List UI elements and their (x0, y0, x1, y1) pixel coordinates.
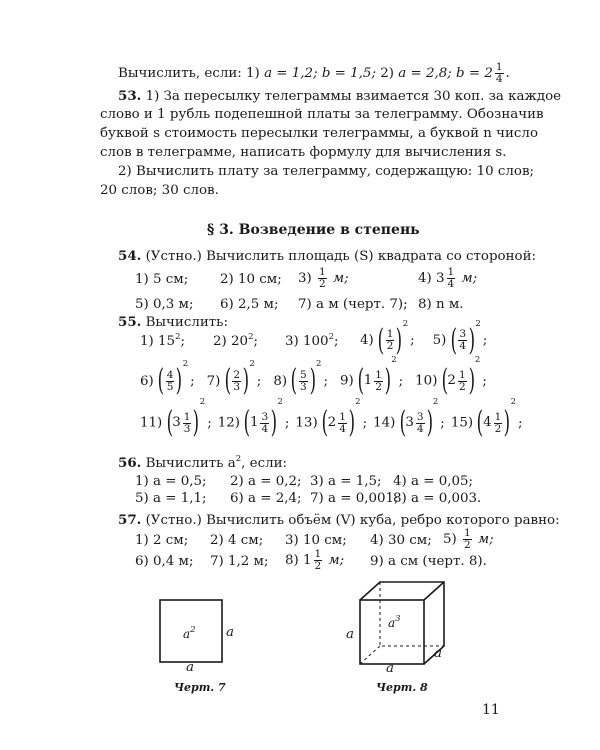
cube-front-face (360, 600, 424, 664)
p56-number: 56. (118, 455, 142, 471)
p56-r2-2: 6) a = 2,4; (230, 491, 302, 506)
p53-line-3: буквой s стоимость пересылки телеграммы, а буквой n число (100, 126, 539, 141)
p55-row-3 (140, 397, 529, 443)
p54-r1-2: 2) 10 см; (220, 272, 282, 287)
p54-r2-1: 5) 0,3 м; (135, 297, 194, 312)
p56-r1-4: 4) a = 0,05; (393, 474, 474, 489)
fig8-right-label: a (434, 646, 442, 661)
fig7-bottom-label: a (186, 660, 194, 675)
p56-r1-2: 2) a = 0,2; (230, 474, 302, 489)
p54-line: 54. (Устно.) Вычислить площадь (S) квадрата со стороной: (118, 248, 537, 264)
p53-line-6: 20 слов; 30 слов. (100, 183, 219, 198)
p57-r1-3: 3) 10 см; (285, 533, 347, 548)
p57-r1-1: 1) 2 см; (135, 533, 189, 548)
p55-item: 11) ( 3 $\frac{1}{3}$ ) 2 ; (140, 397, 212, 440)
p54-number: 54. (118, 248, 142, 264)
p55-number: 55. (118, 314, 142, 330)
p55-item: 4) ( $\frac{1}{2}$ ) 2 ; (360, 318, 415, 358)
p54-r1-4: 4) 3 $\frac{1}{4}$ м; (418, 266, 478, 290)
p55-item: 7) ( $\frac{2}{3}$ ) 2 ; (206, 359, 262, 398)
intro-line: Вычислить, если: 1) a = 1,2; b = 1,5; 2) a = 2,8; b = 2 $\frac{1}{4}$ . (118, 61, 510, 85)
p57-number: 57. (118, 512, 142, 528)
p54-r1-3: 3) $\frac{1}{2}$ м; (298, 266, 349, 290)
p56-r1-1: 1) a = 0,5; (135, 474, 207, 489)
p57-r1-4: 4) 30 см; (370, 533, 432, 548)
fig8-caption: Черт. 8 (376, 681, 428, 694)
p55-item-3: 3) $100^2$; (285, 331, 339, 349)
p53-line-1: 53. 1) За пересылку телеграммы взимается 30 коп. за каждое (118, 88, 562, 104)
fig8-left-label: a (346, 627, 354, 642)
p53-line-5: 2) Вычислить плату за телеграмму, содержащую: 10 слов; (118, 164, 534, 179)
figure-8-cube (350, 578, 460, 678)
section-title: § 3. Возведение в степень (207, 222, 420, 238)
p55-line: 55. Вычислить: (118, 314, 228, 330)
p53-number: 53. (118, 88, 142, 104)
p56-r2-1: 5) a = 1,1; (135, 491, 207, 506)
fig8-volume-label: $a^3$ (388, 614, 401, 630)
p55-item: 15) ( 4 $\frac{1}{2}$ ) 2 ; (450, 397, 523, 440)
p54-r1-1: 1) 5 см; (135, 272, 189, 287)
p53-line-4: слов в телеграмме, написать формулу для вычисления s. (100, 145, 507, 160)
p55-row-2 (140, 355, 499, 401)
p55-item-2: 2) $20^2$; (213, 331, 258, 349)
p57-r1-5: 5) $\frac{1}{2}$ м; (443, 527, 494, 551)
p54-r2-2: 6) 2,5 м; (220, 297, 279, 312)
p55-item: 6) ( $\frac{4}{5}$ ) 2 ; (140, 359, 195, 398)
p53-line-2: слово и 1 рубль подепешной платы за телеграмму. Обозначив (100, 107, 544, 122)
cube-hidden-diagonal (360, 646, 380, 664)
figure-7-square (150, 595, 260, 680)
p55-item: 13) ( 2 $\frac{1}{4}$ ) 2 ; (295, 397, 368, 440)
fig7-right-label: a (226, 625, 234, 640)
p55-item: 14) ( 3 $\frac{3}{4}$ ) 2 ; (373, 397, 445, 440)
p55-item: 5) ( $\frac{3}{4}$ ) 2 ; (432, 318, 488, 358)
p55-item-1: 1) $15^2$; (140, 331, 185, 349)
intro-mid: 2) (380, 66, 394, 81)
intro-values-2: a = 2,8; b = 2 (398, 66, 493, 81)
fig7-caption: Черт. 7 (174, 681, 226, 694)
p56-r2-3: 7) a = 0,001; (310, 491, 399, 506)
intro-values-1: a = 1,2; b = 1,5; (264, 66, 376, 81)
p57-r2-3: 8) 1 $\frac{1}{2}$ м; (285, 548, 345, 572)
p57-line: 57. (Устно.) Вычислить объём (V) куба, ребро которого равно: (118, 512, 560, 528)
p56-r2-4: 8) a = 0,003. (393, 491, 482, 506)
p57-r2-4: 9) a см (черт. 8). (370, 554, 487, 569)
p55-row-1-fractions (360, 318, 505, 360)
intro-prefix: Вычислить, если: 1) (118, 66, 260, 81)
p55-item: 12) ( 1 $\frac{3}{4}$ ) 2 ; (217, 397, 290, 440)
p55-item: 8) ( $\frac{5}{3}$ ) 2 ; (273, 359, 328, 398)
p57-r2-1: 6) 0,4 м; (135, 554, 194, 569)
p56-r1-3: 3) a = 1,5; (310, 474, 382, 489)
p55-item: 9) ( 1 $\frac{1}{2}$ ) 2 ; (339, 355, 404, 398)
p57-r1-2: 2) 4 см; (210, 533, 264, 548)
page-number: 11 (482, 702, 500, 718)
p54-r2-3: 7) a м (черт. 7); (298, 297, 408, 312)
intro-fraction: $\frac{1}{4}$ (495, 61, 503, 85)
fig7-area-label: $a^2$ (183, 625, 196, 641)
p56-line: 56. Вычислить $a^2$, если: (118, 453, 288, 471)
p55-item: 10) ( 2 $\frac{1}{2}$ ) 2 ; (415, 355, 487, 398)
p57-r2-2: 7) 1,2 м; (210, 554, 269, 569)
cube-top-edge (424, 582, 444, 600)
fig8-bottom-label: a (386, 661, 394, 676)
p54-r2-4: 8) n м. (418, 297, 464, 312)
